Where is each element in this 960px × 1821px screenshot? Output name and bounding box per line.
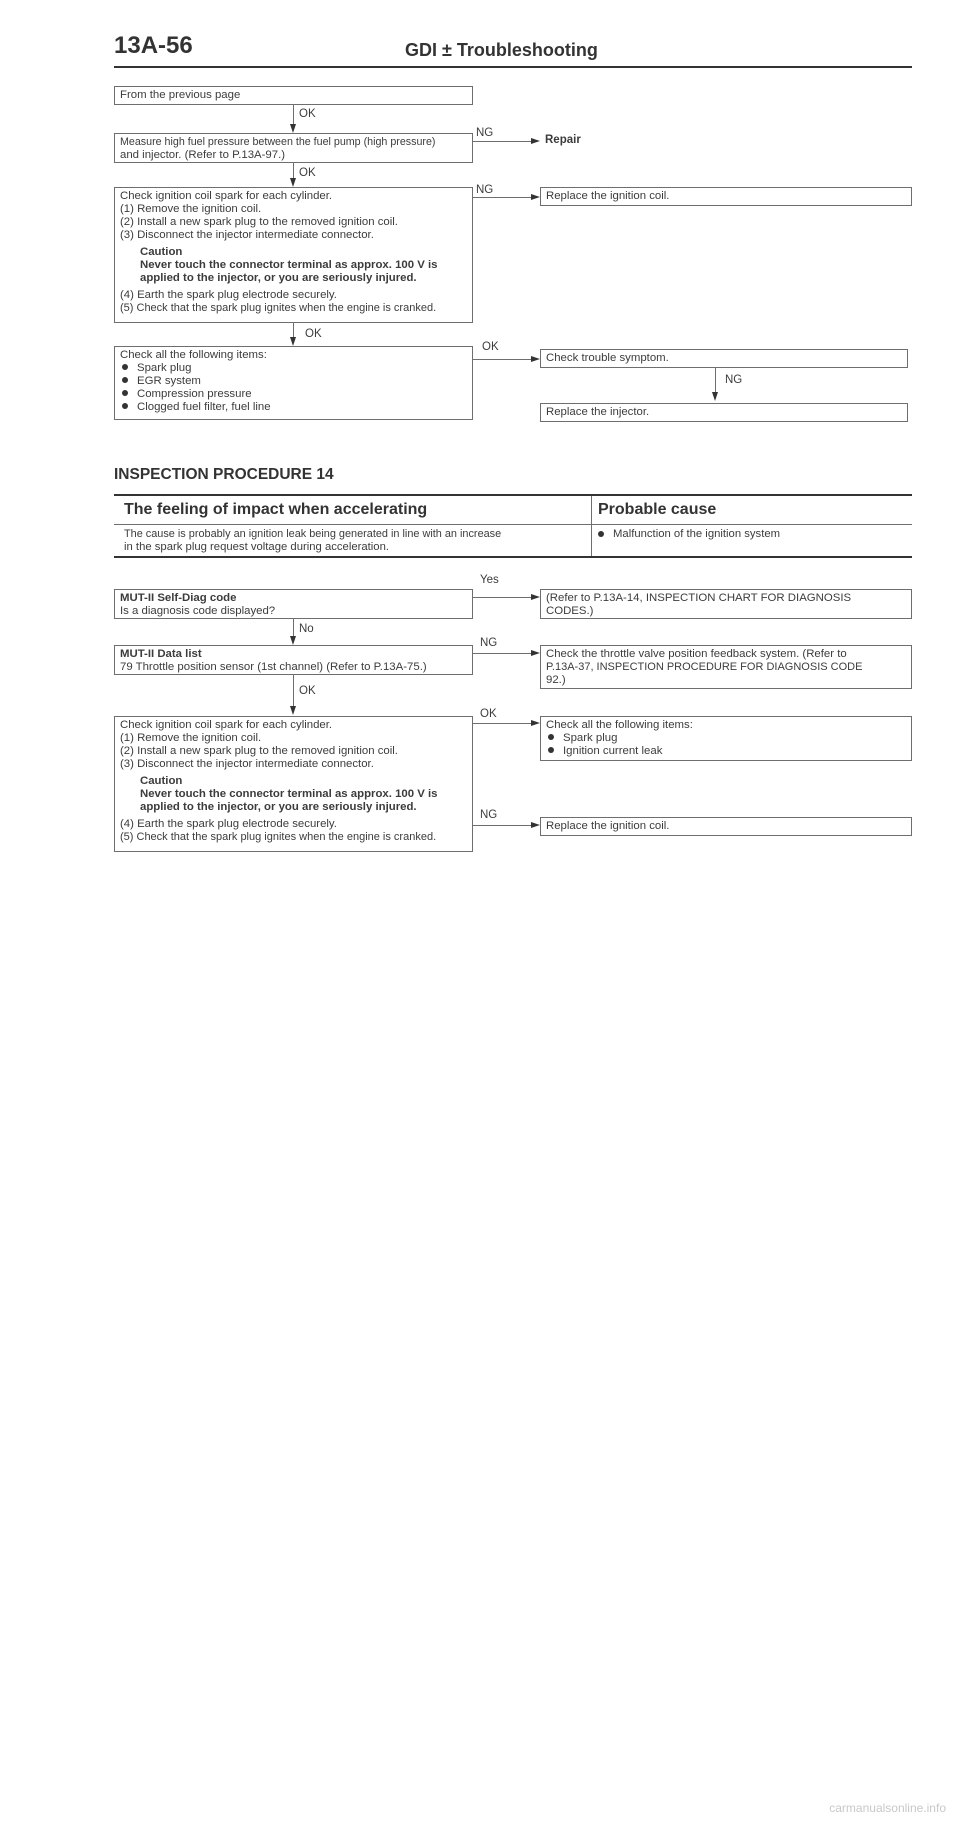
arrow-down-icon: [290, 706, 296, 715]
refer-chart-box: [540, 589, 912, 619]
probable-cause-header: Probable cause: [598, 501, 717, 518]
throttle-line-1: Check the throttle valve position feedback system. (Refer to: [546, 648, 847, 660]
probable-cause-cell: [596, 528, 906, 541]
refer-chart-line-1: (Refer to P.13A-14, INSPECTION CHART FOR DIAGNOSIS: [546, 592, 852, 604]
spark-line-3: (2) Install a new spark plug to the removed ignition coil.: [120, 745, 398, 757]
ng-label: NG: [480, 637, 498, 649]
ng-label: NG: [476, 127, 494, 139]
replace-injector-box: [540, 403, 908, 422]
ignition-spark-check-box: [114, 187, 473, 323]
replace-ignition-coil-box: [540, 187, 912, 206]
check-item: EGR system: [120, 375, 467, 388]
arrow-right-icon: [531, 650, 540, 656]
ignition-spark-check-box: [114, 716, 473, 852]
spark-line-1: Check ignition coil spark for each cylinder.: [120, 719, 333, 731]
refer-chart-line-2: CODES.): [546, 605, 594, 617]
connector-line: [473, 197, 532, 198]
arrow-down-icon: [290, 337, 296, 346]
bullet-icon: [598, 531, 604, 537]
spark-line-4: (3) Disconnect the injector intermediate connector.: [120, 758, 374, 770]
probable-cause-item: Malfunction of the ignition system: [613, 528, 781, 540]
measure-line-2: and injector. (Refer to P.13A-97.): [120, 149, 286, 161]
symptom-header: The feeling of impact when accelerating: [124, 501, 428, 518]
connector-line: [473, 359, 532, 360]
spark-line-1: Check ignition coil spark for each cylinder.: [120, 190, 333, 202]
self-diag-box: [114, 589, 473, 619]
spark-line-2: (1) Remove the ignition coil.: [120, 203, 262, 215]
ok-label: OK: [299, 108, 316, 120]
spark-line-6: (5) Check that the spark plug ignites when the engine is cranked.: [120, 302, 437, 314]
symptom-line-2: in the spark plug request voltage during acceleration.: [124, 541, 390, 553]
connector-line: [293, 675, 294, 706]
arrow-right-icon: [531, 594, 540, 600]
bullet-icon: [548, 747, 554, 753]
watermark: carmanualsonline.info: [829, 1801, 946, 1815]
spark-line-6: (5) Check that the spark plug ignites when the engine is cranked.: [120, 831, 437, 843]
check-item: Spark plug: [120, 362, 467, 375]
connector-line: [473, 653, 532, 654]
data-list-line: 79 Throttle position sensor (1st channel) (Refer to P.13A-75.): [120, 661, 427, 673]
replace-injector-text: Replace the injector.: [546, 406, 650, 418]
table-header-row: [114, 496, 912, 525]
from-previous-page-box: [114, 86, 473, 105]
no-label: No: [299, 623, 314, 635]
ng-label: NG: [480, 809, 498, 821]
bullet-icon: [122, 364, 128, 370]
arrow-right-icon: [531, 822, 540, 828]
from-previous-page-text: From the previous page: [120, 89, 241, 101]
arrow-right-icon: [531, 194, 540, 200]
page-number: 13A-56: [114, 32, 193, 59]
data-list-box: [114, 645, 473, 675]
caution-title: Caution: [140, 775, 183, 787]
bullet-icon: [548, 734, 554, 740]
caution-line-2: applied to the injector, or you are seriously injured.: [140, 272, 417, 284]
inspection-procedure-title: INSPECTION PROCEDURE 14: [114, 466, 334, 483]
caution-line-1: Never touch the connector terminal as approx. 100 V is: [140, 788, 438, 800]
caution-line-1: Never touch the connector terminal as approx. 100 V is: [140, 259, 438, 271]
spark-line-5: (4) Earth the spark plug electrode securely.: [120, 818, 337, 830]
ok-label: OK: [299, 167, 316, 179]
measure-line-1: Measure high fuel pressure between the fuel pump (high pressure): [120, 136, 436, 148]
bullet-icon: [122, 390, 128, 396]
repair-text: Repair: [545, 134, 581, 146]
throttle-line-3: 92.): [546, 674, 566, 686]
replace-coil-text: Replace the ignition coil.: [546, 820, 670, 832]
page-title: GDI ± Troubleshooting: [405, 40, 598, 60]
connector-line: [293, 163, 294, 178]
check-items-title: Check all the following items:: [546, 719, 693, 731]
arrow-down-icon: [712, 392, 718, 401]
connector-line: [293, 323, 294, 337]
arrow-down-icon: [290, 124, 296, 133]
connector-line: [473, 141, 532, 142]
caution-title: Caution: [140, 246, 183, 258]
spark-line-4: (3) Disconnect the injector intermediate connector.: [120, 229, 374, 241]
check-items-box: [540, 716, 912, 761]
caution-line-2: applied to the injector, or you are seriously injured.: [140, 801, 417, 813]
connector-line: [715, 368, 716, 392]
bullet-icon: [122, 403, 128, 409]
spark-line-5: (4) Earth the spark plug electrode securely.: [120, 289, 337, 301]
symptom-table: [114, 494, 912, 558]
connector-line: [293, 619, 294, 636]
data-list-title: MUT-II Data list: [120, 648, 202, 660]
trouble-text: Check trouble symptom.: [546, 352, 669, 364]
throttle-feedback-box: [540, 645, 912, 689]
header-rule: [114, 66, 912, 68]
self-diag-title: MUT-II Self-Diag code: [120, 592, 237, 604]
throttle-line-2: P.13A-37, INSPECTION PROCEDURE FOR DIAGNOSIS CODE: [546, 661, 863, 673]
connector-line: [293, 105, 294, 124]
symptom-line-1: The cause is probably an ignition leak being generated in line with an increase: [124, 528, 502, 540]
arrow-right-icon: [531, 356, 540, 362]
arrow-down-icon: [290, 636, 296, 645]
yes-label: Yes: [480, 574, 499, 586]
bullet-icon: [122, 377, 128, 383]
arrow-right-icon: [531, 138, 540, 144]
connector-line: [473, 597, 532, 598]
ok-label: OK: [482, 341, 499, 353]
ok-label: OK: [480, 708, 497, 720]
ng-label: NG: [725, 374, 743, 386]
connector-line: [473, 723, 532, 724]
self-diag-question: Is a diagnosis code displayed?: [120, 605, 276, 617]
symptom-cell: [124, 528, 584, 554]
check-trouble-symptom-box: [540, 349, 908, 368]
arrow-right-icon: [531, 720, 540, 726]
check-item: Ignition current leak: [546, 745, 906, 758]
check-item: Spark plug: [546, 732, 906, 745]
spark-line-3: (2) Install a new spark plug to the removed ignition coil.: [120, 216, 398, 228]
check-all-title: Check all the following items:: [120, 349, 267, 361]
measure-fuel-pressure-box: [114, 133, 473, 163]
connector-line: [473, 825, 532, 826]
check-all-items-box: [114, 346, 473, 420]
column-divider: [591, 496, 592, 556]
ng-label: NG: [476, 184, 494, 196]
check-item: Clogged fuel filter, fuel line: [120, 401, 467, 414]
check-item: Compression pressure: [120, 388, 467, 401]
replace-coil-text: Replace the ignition coil.: [546, 190, 670, 202]
ok-label: OK: [305, 328, 322, 340]
replace-ignition-coil-box: [540, 817, 912, 836]
arrow-down-icon: [290, 178, 296, 187]
ok-label: OK: [299, 685, 316, 697]
spark-line-2: (1) Remove the ignition coil.: [120, 732, 262, 744]
